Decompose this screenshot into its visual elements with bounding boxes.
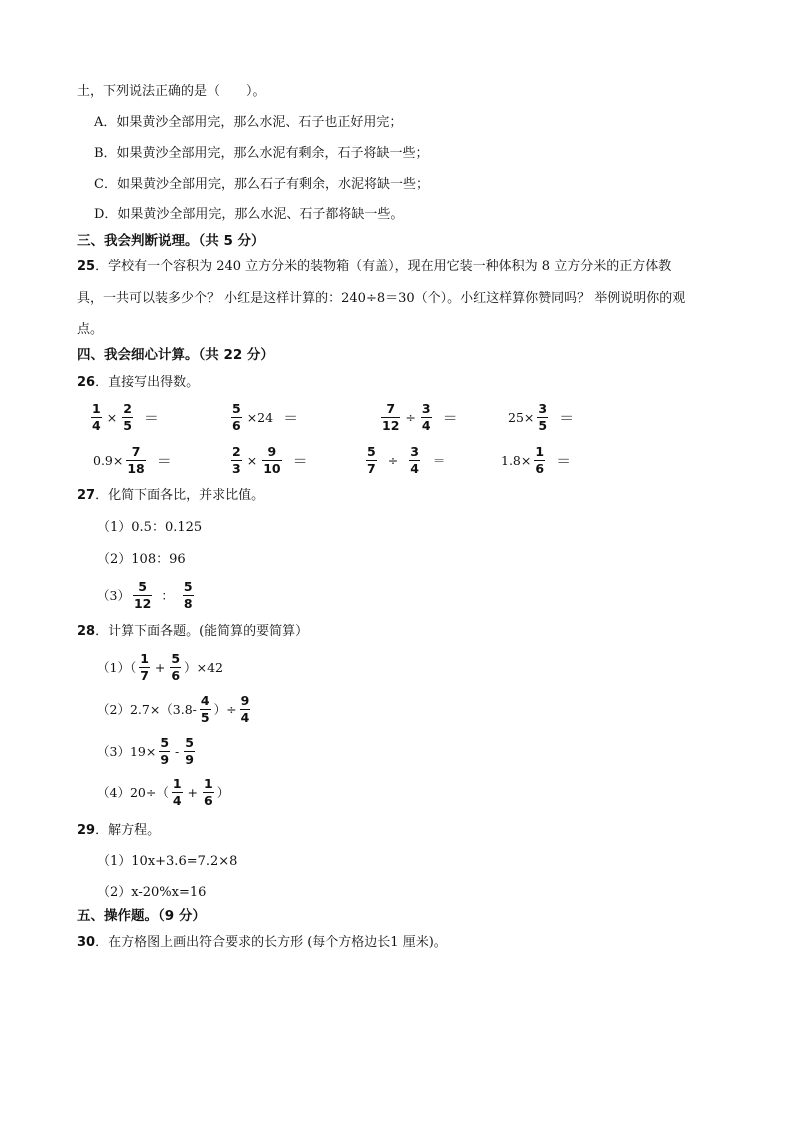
fraction: $\frac{1}{7}$ [140,650,149,683]
q29-text: ．解方程。 [95,823,161,838]
fraction: $\frac{7}{18}$ [127,443,145,476]
q26-item-1: $\frac{1}{4}$ × $\frac{2}{5}$ ＝ [92,400,159,433]
fraction: $\frac{5}{6}$ [171,650,181,683]
q26-text: ．直接写出得数。 [95,375,200,390]
fraction: $\frac{5}{9}$ [160,734,170,767]
q27-part-2: （2）108：96 [97,552,186,567]
q27-part-3: （3） $\frac{5}{12}$ ： $\frac{5}{8}$ [97,578,193,611]
q28-text: ．计算下面各题。(能简算的要简算） [95,624,309,639]
fraction: $\frac{9}{10}$ [263,443,281,476]
fraction: $\frac{4}{5}$ [200,692,210,725]
section-4-title: 四、我会细心计算。（共 22 分） [77,347,274,363]
q26-number: 26 [77,375,96,390]
q29-number: 29 [77,823,96,838]
q28-heading [77,625,308,638]
fraction: $\frac{5}{8}$ [183,578,193,611]
q25-number: 25 [77,259,96,274]
q29-part-2: （2）x-20%x=16 [97,885,207,900]
q29-part-1: （1）10x+3.6=7.2×8 [97,854,238,869]
q27-heading [77,489,264,502]
q25-text-1: ．学校有一个容积为 240 立方分米的装物箱（有盖），现在用它装一种体积为 8 立方分米的正方体教 [95,259,672,274]
q26-item-4: 25× $\frac{3}{5}$ ＝ [508,400,575,433]
q24-option-b: B．如果黄沙全部用完，那么水泥有剩余，石子将缺一些； [94,146,429,161]
fraction: $\frac{2}{5}$ [123,400,132,433]
fraction: $\frac{7}{12}$ [382,400,400,433]
q25-line-1 [77,260,671,273]
q24-option-d: D．如果黄沙全部用完，那么水泥、石子都将缺一些。 [94,207,404,222]
q29-heading [77,824,160,837]
q25-line-2: 具，一共可以装多少个？ 小红是这样计算的：240÷8＝30（个）。小红这样算你赞同吗？ 举例说明你的观 [77,291,686,306]
fraction: $\frac{1}{4}$ [172,775,182,808]
fraction: $\frac{3}{4}$ [421,400,431,433]
q25-line-3: 点。 [77,322,104,337]
q26-item-5: 0.9× $\frac{7}{18}$ ＝ [93,443,172,476]
fraction: $\frac{1}{4}$ [92,400,101,433]
q27-number: 27 [77,488,96,503]
fraction: $\frac{3}{4}$ [410,443,419,476]
fraction: $\frac{1}{6}$ [204,775,213,808]
q26-item-2: $\frac{5}{6}$ ×24 ＝ [232,400,299,433]
fraction: $\frac{5}{6}$ [232,400,241,433]
q30-text: ．在方格图上画出符合要求的长方形 (每个方格边长1 厘米)。 [95,935,447,950]
q28-part-3: （3）19× $\frac{5}{9}$ - $\frac{5}{9}$ [97,734,194,767]
fraction: $\frac{9}{4}$ [240,692,250,725]
section-5-title: 五、操作题。（9 分） [77,908,206,924]
q26-item-6: $\frac{2}{3}$ × $\frac{9}{10}$ ＝ [232,443,308,476]
q28-part-1: （1）（ $\frac{1}{7}$ + $\frac{5}{6}$ ）×42 [97,650,223,683]
q26-item-3: $\frac{7}{12}$ ÷ $\frac{3}{4}$ ＝ [382,400,458,433]
q28-number: 28 [77,624,96,639]
q24-stem-tail: 土，下列说法正确的是（ ）。 [77,84,266,99]
fraction: $\frac{5}{7}$ [367,443,376,476]
fraction: $\frac{3}{5}$ [538,400,548,433]
q24-option-a: A．如果黄沙全部用完，那么水泥、石子也正好用完； [94,115,403,130]
q26-heading [77,376,199,389]
fraction: $\frac{1}{6}$ [535,443,545,476]
q30-number: 30 [77,935,96,950]
q26-item-8: 1.8× $\frac{1}{6}$ ＝ [501,443,572,476]
q28-part-2: （2）2.7×（3.8- $\frac{4}{5}$ ）÷ $\frac{9}{4}$ [97,692,250,725]
q28-part-4: （4）20÷（ $\frac{1}{4}$ + $\frac{1}{6}$ ） [97,775,230,808]
q30-heading [77,936,447,949]
q24-option-c: C．如果黄沙全部用完，那么石子有剩余，水泥将缺一些； [94,177,429,192]
section-3-title: 三、我会判断说理。（共 5 分） [77,233,265,249]
q26-item-7: $\frac{5}{7}$ ÷ $\frac{3}{4}$ ＝ [367,443,446,476]
fraction: $\frac{2}{3}$ [232,443,241,476]
fraction: $\frac{5}{12}$ [133,578,152,611]
q27-part-1: （1）0.5：0.125 [97,520,203,535]
fraction: $\frac{5}{9}$ [185,734,194,767]
q27-text: ．化简下面各比，并求比值。 [95,488,265,503]
